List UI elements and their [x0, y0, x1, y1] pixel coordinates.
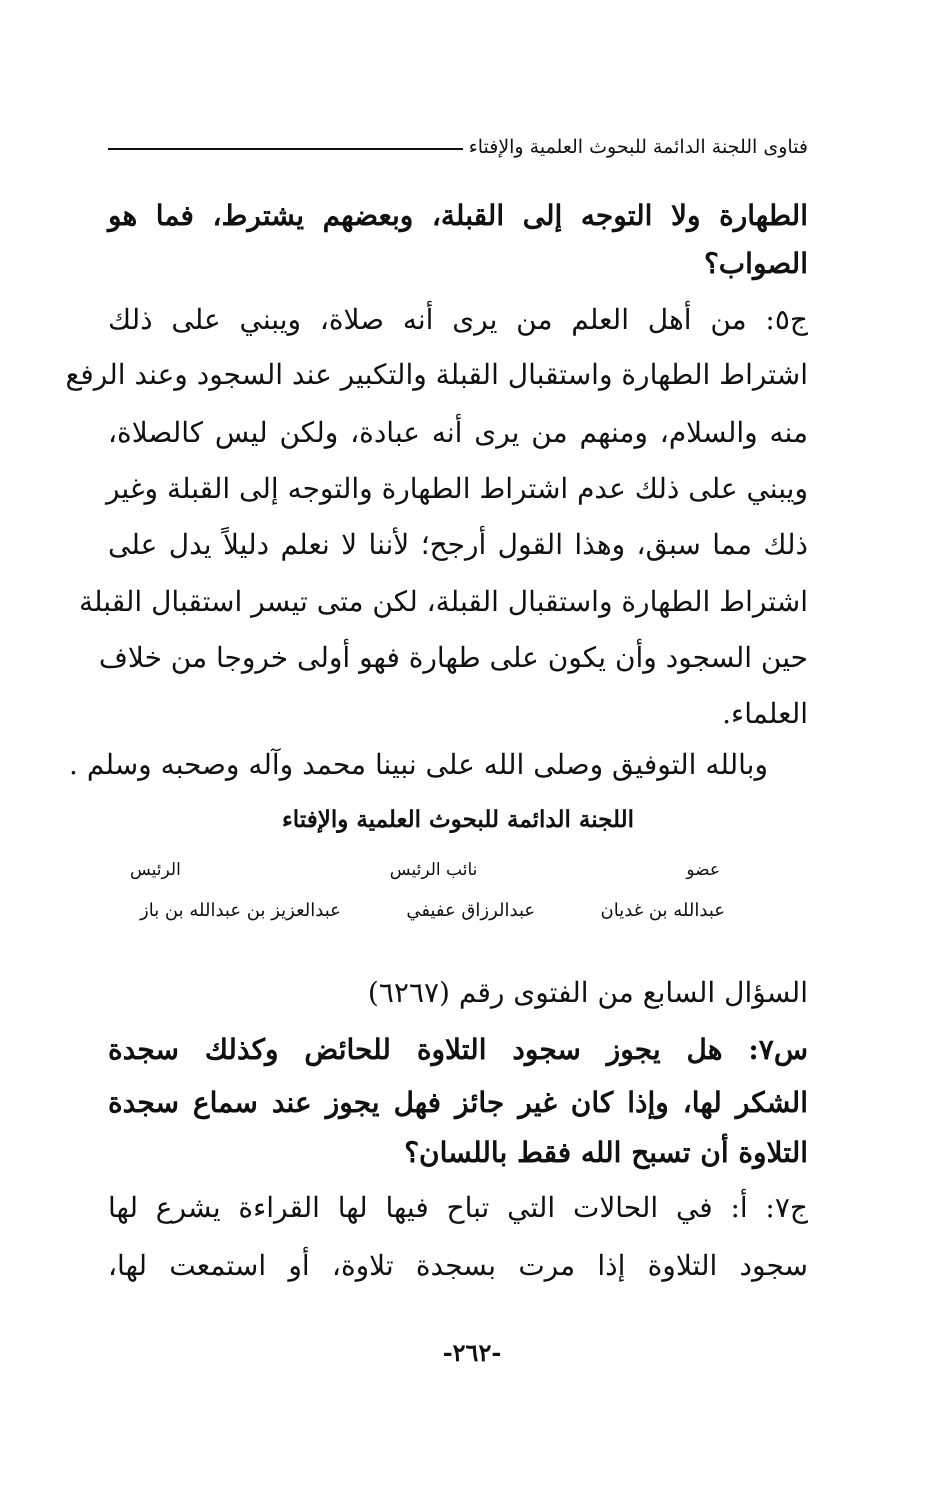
running-header — [108, 130, 808, 164]
signature-role: الرئيس — [130, 860, 181, 880]
signature-roles — [130, 860, 720, 880]
signature-role: نائب الرئيس — [389, 860, 478, 880]
signature-name: عبدالرزاق عفيفي — [406, 900, 536, 921]
answer-7-line: سجود التلاوة إذا مرت بسجدة تلاوة، أو استمعت لها، — [108, 1249, 808, 1282]
answer-5-line: ويبني على ذلك عدم اشتراط الطهارة والتوجه إلى القبلة وغير — [105, 472, 808, 505]
signature-role: عضو — [686, 860, 720, 880]
question-5-line: الصواب؟ — [703, 247, 808, 280]
answer-5-line: العلماء. — [722, 697, 808, 730]
question-7-line: التلاوة أن تسبح الله فقط باللسان؟ — [404, 1136, 808, 1169]
answer-5-line: اشتراط الطهارة واستقبال القبلة والتكبير عند السجود وعند الرفع — [65, 358, 808, 391]
page-number: -٢٦٢- — [442, 1338, 502, 1367]
answer-5-line: ج٥: من أهل العلم من يرى أنه صلاة، ويبني على ذلك — [108, 303, 808, 336]
signature-names — [140, 900, 725, 921]
answer-7-line: ج٧: أ: في الحالات التي تباح فيها لها القراءة يشرع لها — [108, 1191, 808, 1224]
question-7-line: س٧: هل يجوز سجود التلاوة للحائض وكذلك سجدة — [108, 1033, 808, 1066]
question-5-line: الطهارة ولا التوجه إلى القبلة، وبعضهم يشترط، فما هو — [108, 199, 808, 232]
signature-name: عبدالعزيز بن عبدالله بن باز — [140, 900, 341, 921]
closing-prayer: وبالله التوفيق وصلى الله على نبينا محمد وآله وصحبه وسلم . — [69, 748, 768, 781]
fatwa-heading: السؤال السابع من الفتوى رقم (٦٢٦٧) — [367, 976, 808, 1009]
committee-title: اللجنة الدائمة للبحوث العلمية والإفتاء — [281, 806, 635, 833]
question-7-line: الشكر لها، وإذا كان غير جائز فهل يجوز عند سماع سجدة — [108, 1086, 808, 1119]
answer-5-line: حين السجود وأن يكون على طهارة فهو أولى خروجا من خلاف — [98, 641, 808, 674]
header-title: فتاوى اللجنة الدائمة للبحوث العلمية والإفتاء — [468, 136, 808, 158]
answer-5-line: ذلك مما سبق، وهذا القول أرجح؛ لأننا لا نعلم دليلاً يدل على — [108, 528, 808, 561]
header-rule — [108, 148, 463, 150]
signature-name: عبدالله بن غديان — [600, 900, 725, 921]
answer-5-line: منه والسلام، ومنهم من يرى أنه عبادة، ولكن ليس كالصلاة، — [108, 416, 808, 449]
answer-5-line: اشتراط الطهارة واستقبال القبلة، لكن متى تيسر استقبال القبلة — [78, 585, 808, 618]
